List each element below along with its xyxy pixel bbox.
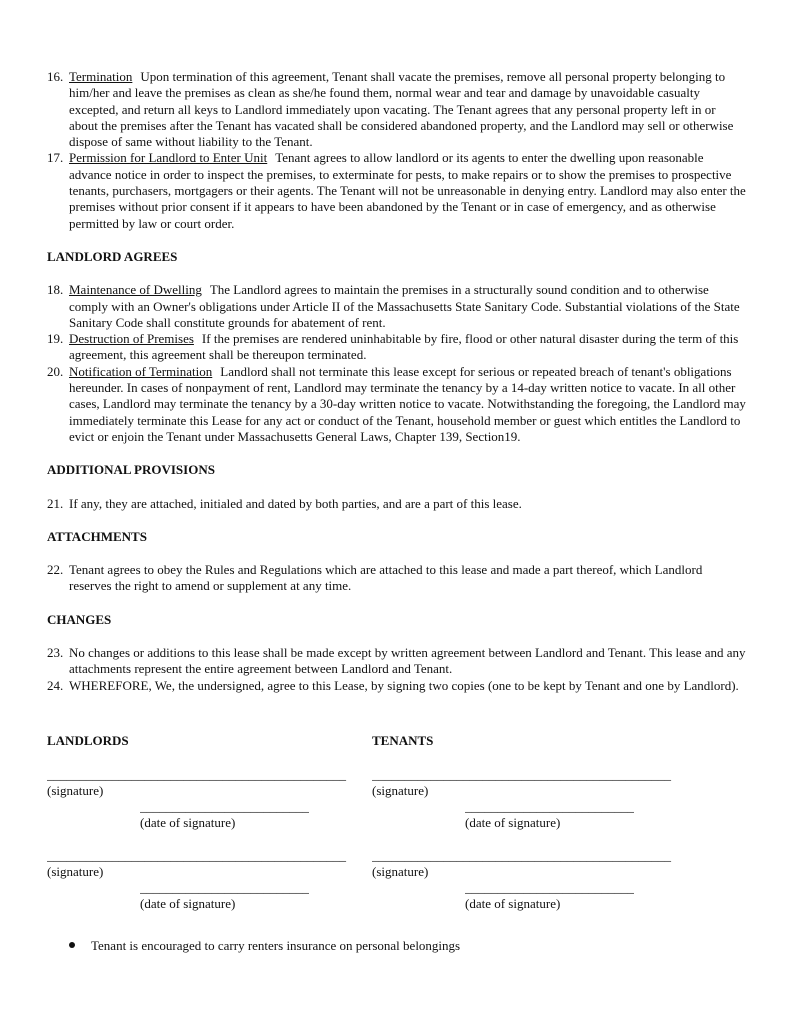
clause-17 bbox=[47, 150, 747, 231]
clause-text: Landlord shall not terminate this lease except for serious or repeated breach of tenant's obligations hereunder. In cases of nonpayment of rent, Landlord may terminate the tenancy by a 14-day written notice to vacate. In all other cases, Landlord may terminate the tenancy by a 30-day written notice to vacate. Notwithstanding the foregoing, the Landlord may immediately terminate this Lease for any act or conduct of the Tenant, household member or guest which entitles the Landlord to evict or enjoin the Tenant under Massachusetts General Laws, Chapter 139, Section19. bbox=[69, 363, 746, 444]
clause-number: 24. bbox=[47, 677, 64, 693]
signature-line[interactable]: ______________________________________________ bbox=[372, 767, 671, 782]
signature-label: (signature) bbox=[372, 783, 429, 799]
clause-title: Termination bbox=[69, 69, 133, 84]
clause-23 bbox=[47, 645, 747, 678]
clause-text: Tenant agrees to allow landlord or its agents to enter the dwelling upon reasonable advance notice in order to inspect the premises, to exterminate for pests, to make repairs or to show the premises to prospective tenants, purchasers, mortgagers or their agents. The Tenant will not be unreasonable in denying entry. Landlord may also enter the premises without prior consent if it appears to have been abandoned by the Tenant or in case of emergency, and as otherwise permitted by law or court order. bbox=[69, 150, 746, 231]
signature-line[interactable]: ______________________________________________ bbox=[372, 848, 671, 863]
landlords-heading: LANDLORDS bbox=[47, 733, 129, 748]
clause-title: Notification of Termination bbox=[69, 363, 213, 379]
date-label: (date of signature) bbox=[465, 815, 561, 831]
landlord-date-2[interactable] bbox=[140, 880, 309, 913]
landlord-signature-2[interactable] bbox=[47, 848, 362, 881]
clause-16 bbox=[47, 69, 747, 150]
signature-line[interactable]: ______________________________________________ bbox=[47, 767, 346, 782]
clause-number: 16. bbox=[47, 69, 64, 84]
tenant-signature-2[interactable] bbox=[372, 848, 692, 881]
tenant-date-1[interactable] bbox=[465, 799, 634, 832]
lease-page bbox=[47, 69, 747, 694]
clause-number: 19. bbox=[47, 331, 64, 347]
date-label: (date of signature) bbox=[140, 815, 236, 831]
clause-number: 23. bbox=[47, 645, 64, 661]
signature-line[interactable]: ______________________________________________ bbox=[47, 848, 346, 863]
tenant-signature-1[interactable] bbox=[372, 767, 692, 800]
clause-text: WHEREFORE, We, the undersigned, agree to this Lease, by signing two copies (one to be kept by Tenant and one by Landlord). bbox=[69, 677, 739, 693]
section-heading-additional-provisions: ADDITIONAL PROVISIONS bbox=[47, 462, 215, 478]
clause-title: Permission for Landlord to Enter Unit bbox=[69, 150, 268, 166]
tenants-heading: TENANTS bbox=[372, 733, 434, 748]
signature-label: (signature) bbox=[372, 864, 429, 880]
clause-number: 20. bbox=[47, 363, 64, 379]
tenant-date-2[interactable] bbox=[465, 880, 634, 913]
clause-20 bbox=[47, 364, 747, 445]
clause-22 bbox=[47, 562, 747, 595]
clause-19 bbox=[47, 331, 747, 364]
date-line[interactable]: __________________________ bbox=[465, 880, 634, 895]
bullet-icon bbox=[69, 942, 75, 948]
clause-21 bbox=[47, 496, 747, 512]
clause-text: Upon termination of this agreement, Tenant shall vacate the premises, remove all personal property belonging to him/her and leave the premises as clean as she/he found them, normal wear and tear and damage by unavoidable casualty excepted, and return all keys to Landlord immediately upon vacating. The Tenant agrees that any personal property left in or about the premises after the Tenant has vacated shall be considered abandoned property, and the Landlord may sell or otherwise dispose of same without liability to the Tenant. bbox=[69, 69, 734, 150]
clause-number: 21. bbox=[47, 495, 64, 511]
clause-text: If the premises are rendered uninhabitable by fire, flood or other natural disaster during the term of this agreement, this agreement shall be thereupon terminated. bbox=[69, 331, 739, 363]
signature-label: (signature) bbox=[47, 864, 104, 880]
date-label: (date of signature) bbox=[465, 896, 561, 912]
section-heading-changes: CHANGES bbox=[47, 611, 112, 627]
clause-text: Tenant agrees to obey the Rules and Regulations which are attached to this lease and made a part thereof, which Landlord reserves the right to amend or supplement at any time. bbox=[69, 562, 703, 594]
section-heading-landlord-agrees: LANDLORD AGREES bbox=[47, 248, 178, 264]
section-heading-attachments: ATTACHMENTS bbox=[47, 528, 147, 544]
date-line[interactable]: __________________________ bbox=[140, 799, 309, 814]
signature-headings bbox=[47, 733, 747, 749]
date-label: (date of signature) bbox=[140, 896, 236, 912]
clause-number: 22. bbox=[47, 562, 64, 578]
clause-title: Destruction of Premises bbox=[69, 331, 194, 347]
clause-24 bbox=[47, 678, 747, 694]
clause-18 bbox=[47, 282, 747, 331]
clause-text: No changes or additions to this lease shall be made except by written agreement between Landlord and Tenant. This lease and any attachments represent the entire agreement between Landlord and Tenant. bbox=[69, 645, 746, 677]
clause-title: Maintenance of Dwelling bbox=[69, 282, 202, 298]
landlord-date-1[interactable] bbox=[140, 799, 309, 832]
insurance-note bbox=[69, 938, 460, 954]
clause-number: 17. bbox=[47, 150, 64, 166]
signature-row-2 bbox=[47, 848, 747, 918]
landlord-signature-1[interactable] bbox=[47, 767, 362, 800]
signature-row-1 bbox=[47, 767, 747, 837]
clause-text: The Landlord agrees to maintain the premises in a structurally sound condition and to otherwise comply with an Owner's obligations under Article II of the Massachusetts State Sanitary Code. Substantial violations of the State Sanitary Code shall constitute grounds for abatement of rent. bbox=[69, 282, 740, 330]
signature-label: (signature) bbox=[47, 783, 104, 799]
date-line[interactable]: __________________________ bbox=[140, 880, 309, 895]
clause-number: 18. bbox=[47, 282, 64, 298]
clause-text: If any, they are attached, initialed and dated by both parties, and are a part of this lease. bbox=[69, 495, 522, 511]
note-text: Tenant is encouraged to carry renters insurance on personal belongings bbox=[91, 938, 461, 953]
date-line[interactable]: __________________________ bbox=[465, 799, 634, 814]
